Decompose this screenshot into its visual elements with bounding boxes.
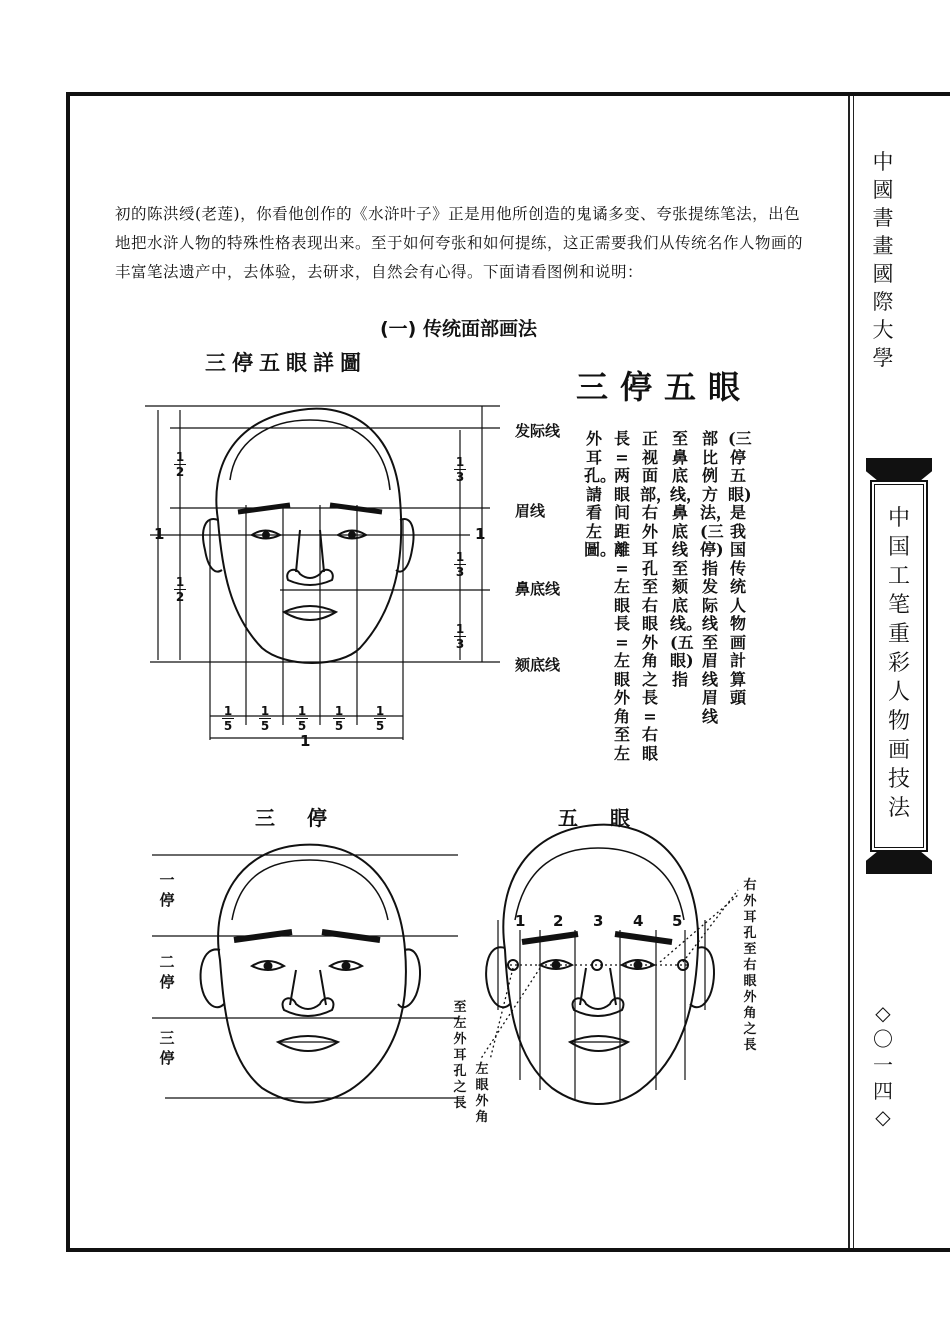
body-paragraph: 初的陈洪绶(老莲)，你看他创作的《水浒叶子》正是用他所创造的鬼谲多变、夸张提练笔法，出色地把水浒人物的特殊性格表现出来。至于如何夸张和如何提练，这正需要我们从传统名作人物画的丰富笔法遗产中，去体验，去研求，自然会有心得。下面请看图例和说明： <box>115 205 804 281</box>
explanation-col-6: 外耳孔。請看左圖。 <box>584 429 617 559</box>
explanation-col-1: (三停五眼)是我国传统人物画計算頭 <box>728 429 752 707</box>
label-nose: 鼻底线 <box>515 580 561 598</box>
eye-number-3: 3 <box>593 912 604 930</box>
figure1-face <box>203 409 413 663</box>
label-chin: 颏底线 <box>515 656 561 674</box>
row-label-1: 一停 <box>159 871 175 909</box>
explanation-col-3: 至鼻底线，鼻底线至颏底线。(五眼)指 <box>670 429 703 689</box>
frac-third-1: 1 3 <box>455 455 465 484</box>
frac-half-bottom: 1 2 <box>175 575 185 604</box>
note-left-ear: 至左外耳孔之長 <box>453 1000 467 1111</box>
book-title: 中国工笔重彩人物画技法 <box>888 506 911 821</box>
figure1-caption-right: 三停五眼 <box>576 368 753 406</box>
figure3-guides <box>498 920 705 1100</box>
row-label-2: 二停 <box>159 953 175 991</box>
explanation-col-4: 正视面部，右外耳孔至右眼外角之長=右眼 <box>640 429 673 763</box>
frac-fifth-5: 1 5 <box>375 704 385 733</box>
frac-third-2: 1 3 <box>455 550 465 579</box>
one-bottom: 1 <box>300 732 311 750</box>
eye-number-4: 4 <box>633 912 644 930</box>
figure2-guides <box>152 855 458 1098</box>
page-number: ◇〇一四◇ <box>873 1001 893 1129</box>
one-left: 1 <box>154 525 165 543</box>
frac-fifth-3: 1 5 <box>297 704 307 733</box>
figure2-face <box>201 845 421 1103</box>
one-right: 1 <box>475 525 486 543</box>
note-right-ear: 右外耳孔至右眼外角之長 <box>743 878 757 1053</box>
figure1-guides <box>145 406 500 740</box>
explanation-col-5: 長=两眼间距離=左眼長=左眼外角至左 <box>613 429 630 763</box>
explanation-col-2: 部比例方法，(三停)指发际线至眉线 眉线 <box>700 429 733 726</box>
figure3-title: 五眼 <box>558 806 662 830</box>
series-title: 中國書畫國際大學 <box>872 150 894 370</box>
section-heading: (一) 传统面部画法 <box>380 318 537 340</box>
eye-number-2: 2 <box>553 912 564 930</box>
frac-fifth-1: 1 5 <box>223 704 233 733</box>
frac-fifth-4: 1 5 <box>334 704 344 733</box>
note-left-eye: 左眼外角 <box>475 1062 489 1125</box>
eye-number-5: 5 <box>672 912 683 930</box>
frac-third-3: 1 3 <box>455 622 465 651</box>
label-brow: 眉线 <box>515 502 546 520</box>
figure1-caption-left: 三停五眼詳圖 <box>205 350 367 375</box>
row-label-3: 三停 <box>159 1029 175 1067</box>
frac-half-top: 1 2 <box>175 450 185 479</box>
eye-number-1: 1 <box>515 912 526 930</box>
frac-fifth-2: 1 5 <box>260 704 270 733</box>
figure2-title: 三停 <box>255 806 359 830</box>
label-hairline: 发际线 <box>515 422 561 440</box>
